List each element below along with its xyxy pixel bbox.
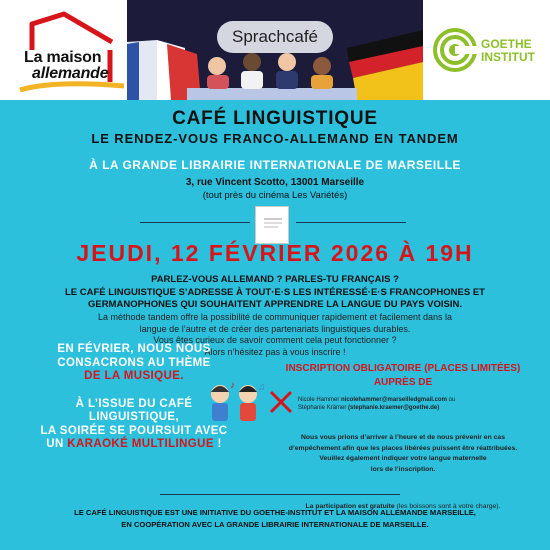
karaoke-prefix: UN — [46, 438, 68, 450]
intro-bold-line: PARLEZ-VOUS ALLEMAND ? PARLES-TU FRANÇAIS ? — [151, 274, 399, 285]
sprachcafe-banner — [127, 0, 423, 100]
svg-text:♪: ♪ — [230, 380, 235, 391]
inscription-info — [268, 433, 538, 475]
logo-left-line1: La maison — [24, 49, 102, 66]
inscription-aupres: AUPRÈS DE — [373, 377, 433, 388]
info-line: lors de l’inscription. — [370, 465, 436, 473]
intro-bold — [0, 274, 550, 312]
footer-line: LE CAFÉ LINGUISTIQUE EST UNE INITIATIVE DU GOETHE-INSTITUT ET LA MAISON ALLEMANDE MARSEILLE, — [74, 508, 476, 517]
contact-name: Stéphanie Krämer — [298, 405, 347, 411]
page-subtitle: LE RENDEZ-VOUS FRANCO-ALLEMAND EN TANDEM — [91, 131, 459, 146]
karaoke-line: LA SOIRÉE SE POURSUIT AVEC — [40, 424, 228, 437]
participation-bold: La participation est gratuite — [305, 503, 395, 510]
contact-name: Nicole Hammer — [298, 397, 340, 403]
venue-name: À LA GRANDE LIBRAIRIE INTERNATIONALE DE MARSEILLE — [89, 158, 461, 172]
intro-bold-line: LE CAFÉ LINGUISTIQUE S’ADRESSE À TOUT·E·S LES INTÉRESSÉ·E·S FRANCOPHONES ET — [65, 286, 485, 298]
intro-bold-line: GERMANOPHONES QUI SOUHAITENT APPRENDRE LA LANGUE DU PAYS VOISIN. — [87, 299, 463, 310]
contact-list — [298, 396, 455, 412]
contact-email-link[interactable]: nicolehammer@marseilledgmail.com — [341, 397, 447, 403]
karaoke-line — [16, 438, 252, 452]
contact-row — [298, 396, 455, 404]
svg-text:♫: ♫ — [258, 382, 266, 393]
contact-email-link[interactable]: (stephanie.kraemer@goethe.de) — [348, 405, 440, 411]
participation-rest: (les boissons sont à votre charge). — [394, 503, 501, 510]
header-bar — [0, 0, 550, 100]
document-thumbnail-icon — [255, 206, 289, 244]
divider-left — [140, 222, 250, 223]
theme-line: CONSACRONS AU THÈME — [57, 356, 211, 369]
intro-line: La méthode tandem offre la possibilité de communiquer rapidement et facilement dans la — [97, 312, 453, 322]
event-date: JEUDI, 12 FÉVRIER 2026 À 19H — [76, 240, 474, 266]
venue-address: 3, rue Vincent Scotto, 13001 Marseille — [185, 177, 365, 188]
theme-line: EN FÉVRIER, NOUS NOUS — [57, 343, 211, 355]
intro-line: Vous êtes curieux de savoir comment cela peut fonctionner ? — [153, 335, 397, 345]
contact-separator: ou — [448, 397, 456, 403]
karaoke-line: LINGUISTIQUE, — [88, 411, 180, 423]
footer-line: EN COOPÉRATION AVEC LA GRANDE LIBRAIRIE INTERNATIONALE DE MARSEILLE. — [121, 520, 429, 529]
inscription-block — [268, 363, 538, 510]
karaoke-kids-icon — [202, 378, 268, 430]
page-title: CAFÉ LINGUISTIQUE — [172, 108, 378, 129]
karaoke-suffix: ! — [213, 438, 222, 450]
theme-highlight: DE LA MUSIQUE. — [84, 370, 184, 382]
info-line: Nous vous prions d’arriver à l’heure et de nous prévenir en cas — [301, 434, 505, 441]
goethe-spiral-icon — [433, 28, 477, 72]
goethe-institut-logo — [433, 20, 543, 80]
footer-divider — [160, 494, 400, 495]
venue-address-note: (tout près du cinéma Les Variétés) — [202, 190, 348, 201]
banner-label: Sprachcafé — [217, 21, 333, 53]
info-line: Veuillez également indiquer votre langue maternelle — [319, 455, 487, 462]
divider-right — [296, 222, 406, 223]
logo-left-line2: allemande — [32, 65, 109, 82]
maison-allemande-logo — [14, 10, 124, 92]
logo-right-line2: INSTITUT — [481, 50, 535, 64]
karaoke-highlight: KARAOKÉ MULTILINGUE — [67, 438, 214, 450]
contact-row — [298, 404, 455, 412]
x-mark-icon — [268, 389, 294, 415]
footer — [0, 507, 550, 531]
logo-right-line1: GOETHE — [481, 37, 532, 51]
intro-line: Alors n’hésitez pas à vous inscrire ! — [204, 346, 346, 357]
info-line: d’empêchement afin que les places libérées puissent être réattribuées. — [288, 444, 518, 452]
inscription-title: INSCRIPTION OBLIGATOIRE (PLACES LIMITÉES) — [285, 363, 521, 374]
karaoke-line: À L’ISSUE DU CAFÉ — [75, 397, 193, 410]
intro-line: langue de l’autre et de créer des partenariats linguistiques durables. — [139, 323, 411, 334]
